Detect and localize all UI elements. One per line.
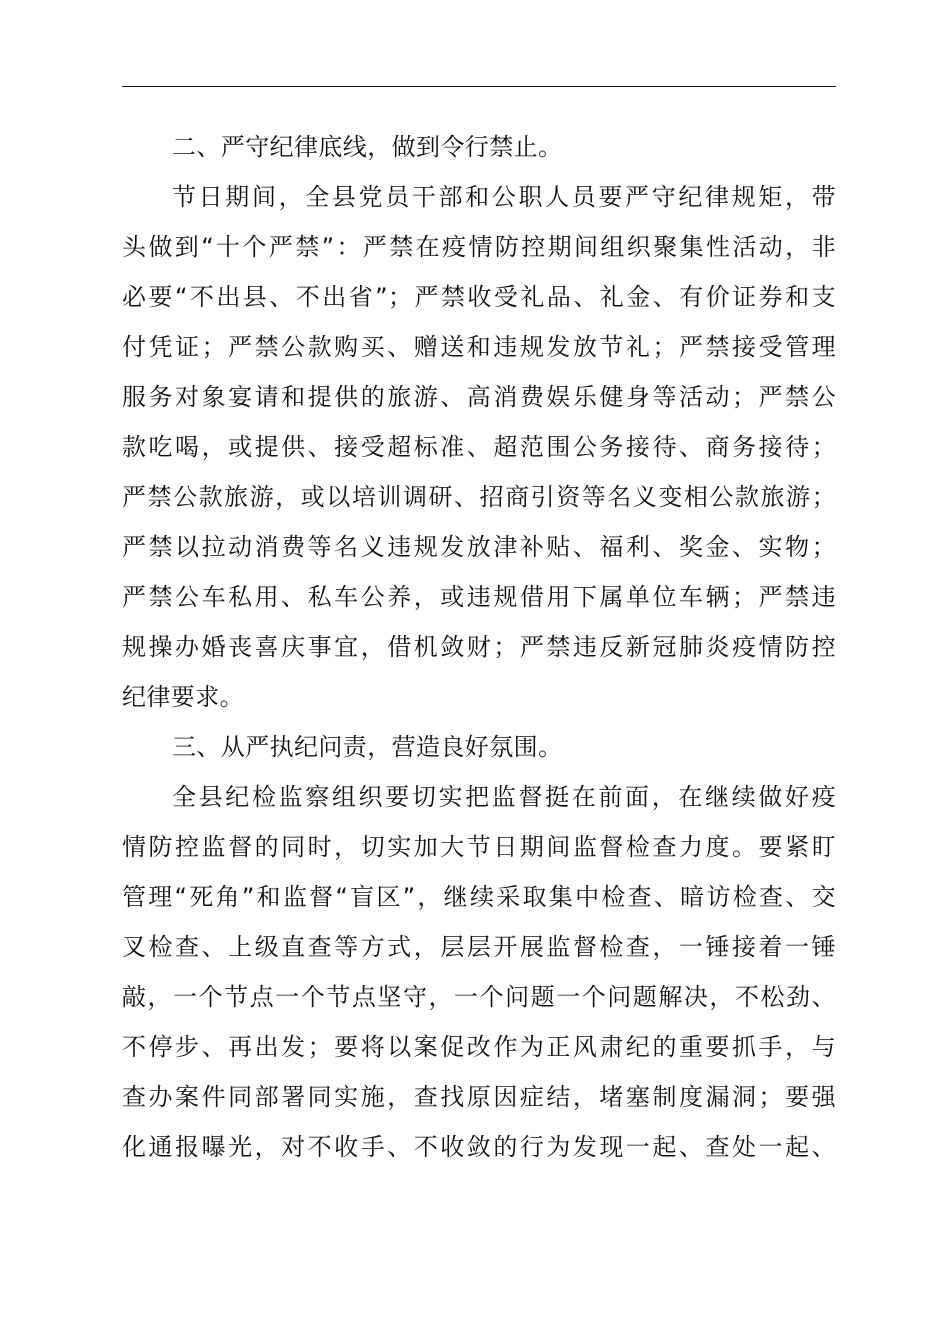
paragraph-line: 全县纪检监察组织要切实把监督挺在前面，在继续做好疫	[172, 783, 836, 811]
paragraph-line: 付凭证；严禁公款购买、赠送和违规发放节礼；严禁接受管理	[122, 333, 836, 361]
paragraph-line: 化通报曝光，对不收手、不收敛的行为发现一起、查处一起、	[122, 1133, 836, 1161]
paragraph-line: 管理“死角”和监督“盲区”，继续采取集中检查、暗访检查、交	[122, 883, 836, 911]
paragraph-line: 服务对象宴请和提供的旅游、高消费娱乐健身等活动；严禁公	[122, 383, 836, 411]
header-rule	[122, 86, 836, 87]
paragraph-line: 严禁公车私用、私车公养，或违规借用下属单位车辆；严禁违	[122, 583, 836, 611]
section-heading: 三、从严执纪问责，营造良好氛围。	[172, 733, 563, 761]
paragraph-line: 纪律要求。	[122, 683, 244, 711]
document-body	[122, 122, 836, 1172]
paragraph-line: 敲，一个节点一个节点坚守，一个问题一个问题解决，不松劲、	[122, 983, 836, 1011]
paragraph-line: 情防控监督的同时，切实加大节日期间监督检查力度。要紧盯	[122, 833, 836, 861]
paragraph-line: 款吃喝，或提供、接受超标准、超范围公务接待、商务接待；	[122, 433, 836, 461]
paragraph-line: 规操办婚丧喜庆事宜，借机敛财；严禁违反新冠肺炎疫情防控	[122, 633, 836, 661]
paragraph-line: 叉检查、上级直查等方式，层层开展监督检查，一锤接着一锤	[122, 933, 836, 961]
paragraph-line: 严禁以拉动消费等名义违规发放津补贴、福利、奖金、实物；	[122, 533, 836, 561]
paragraph-line: 严禁公款旅游，或以培训调研、招商引资等名义变相公款旅游；	[122, 483, 836, 511]
paragraph-line: 头做到“十个严禁”：严禁在疫情防控期间组织聚集性活动，非	[122, 233, 836, 261]
paragraph-line: 节日期间，全县党员干部和公职人员要严守纪律规矩，带	[172, 183, 836, 211]
section-heading: 二、严守纪律底线，做到令行禁止。	[172, 133, 563, 161]
paragraph-line: 必要“不出县、不出省”；严禁收受礼品、礼金、有价证券和支	[122, 283, 836, 311]
paragraph-line: 查办案件同部署同实施，查找原因症结，堵塞制度漏洞；要强	[122, 1083, 836, 1111]
paragraph-line: 不停步、再出发；要将以案促改作为正风肃纪的重要抓手，与	[122, 1033, 836, 1061]
